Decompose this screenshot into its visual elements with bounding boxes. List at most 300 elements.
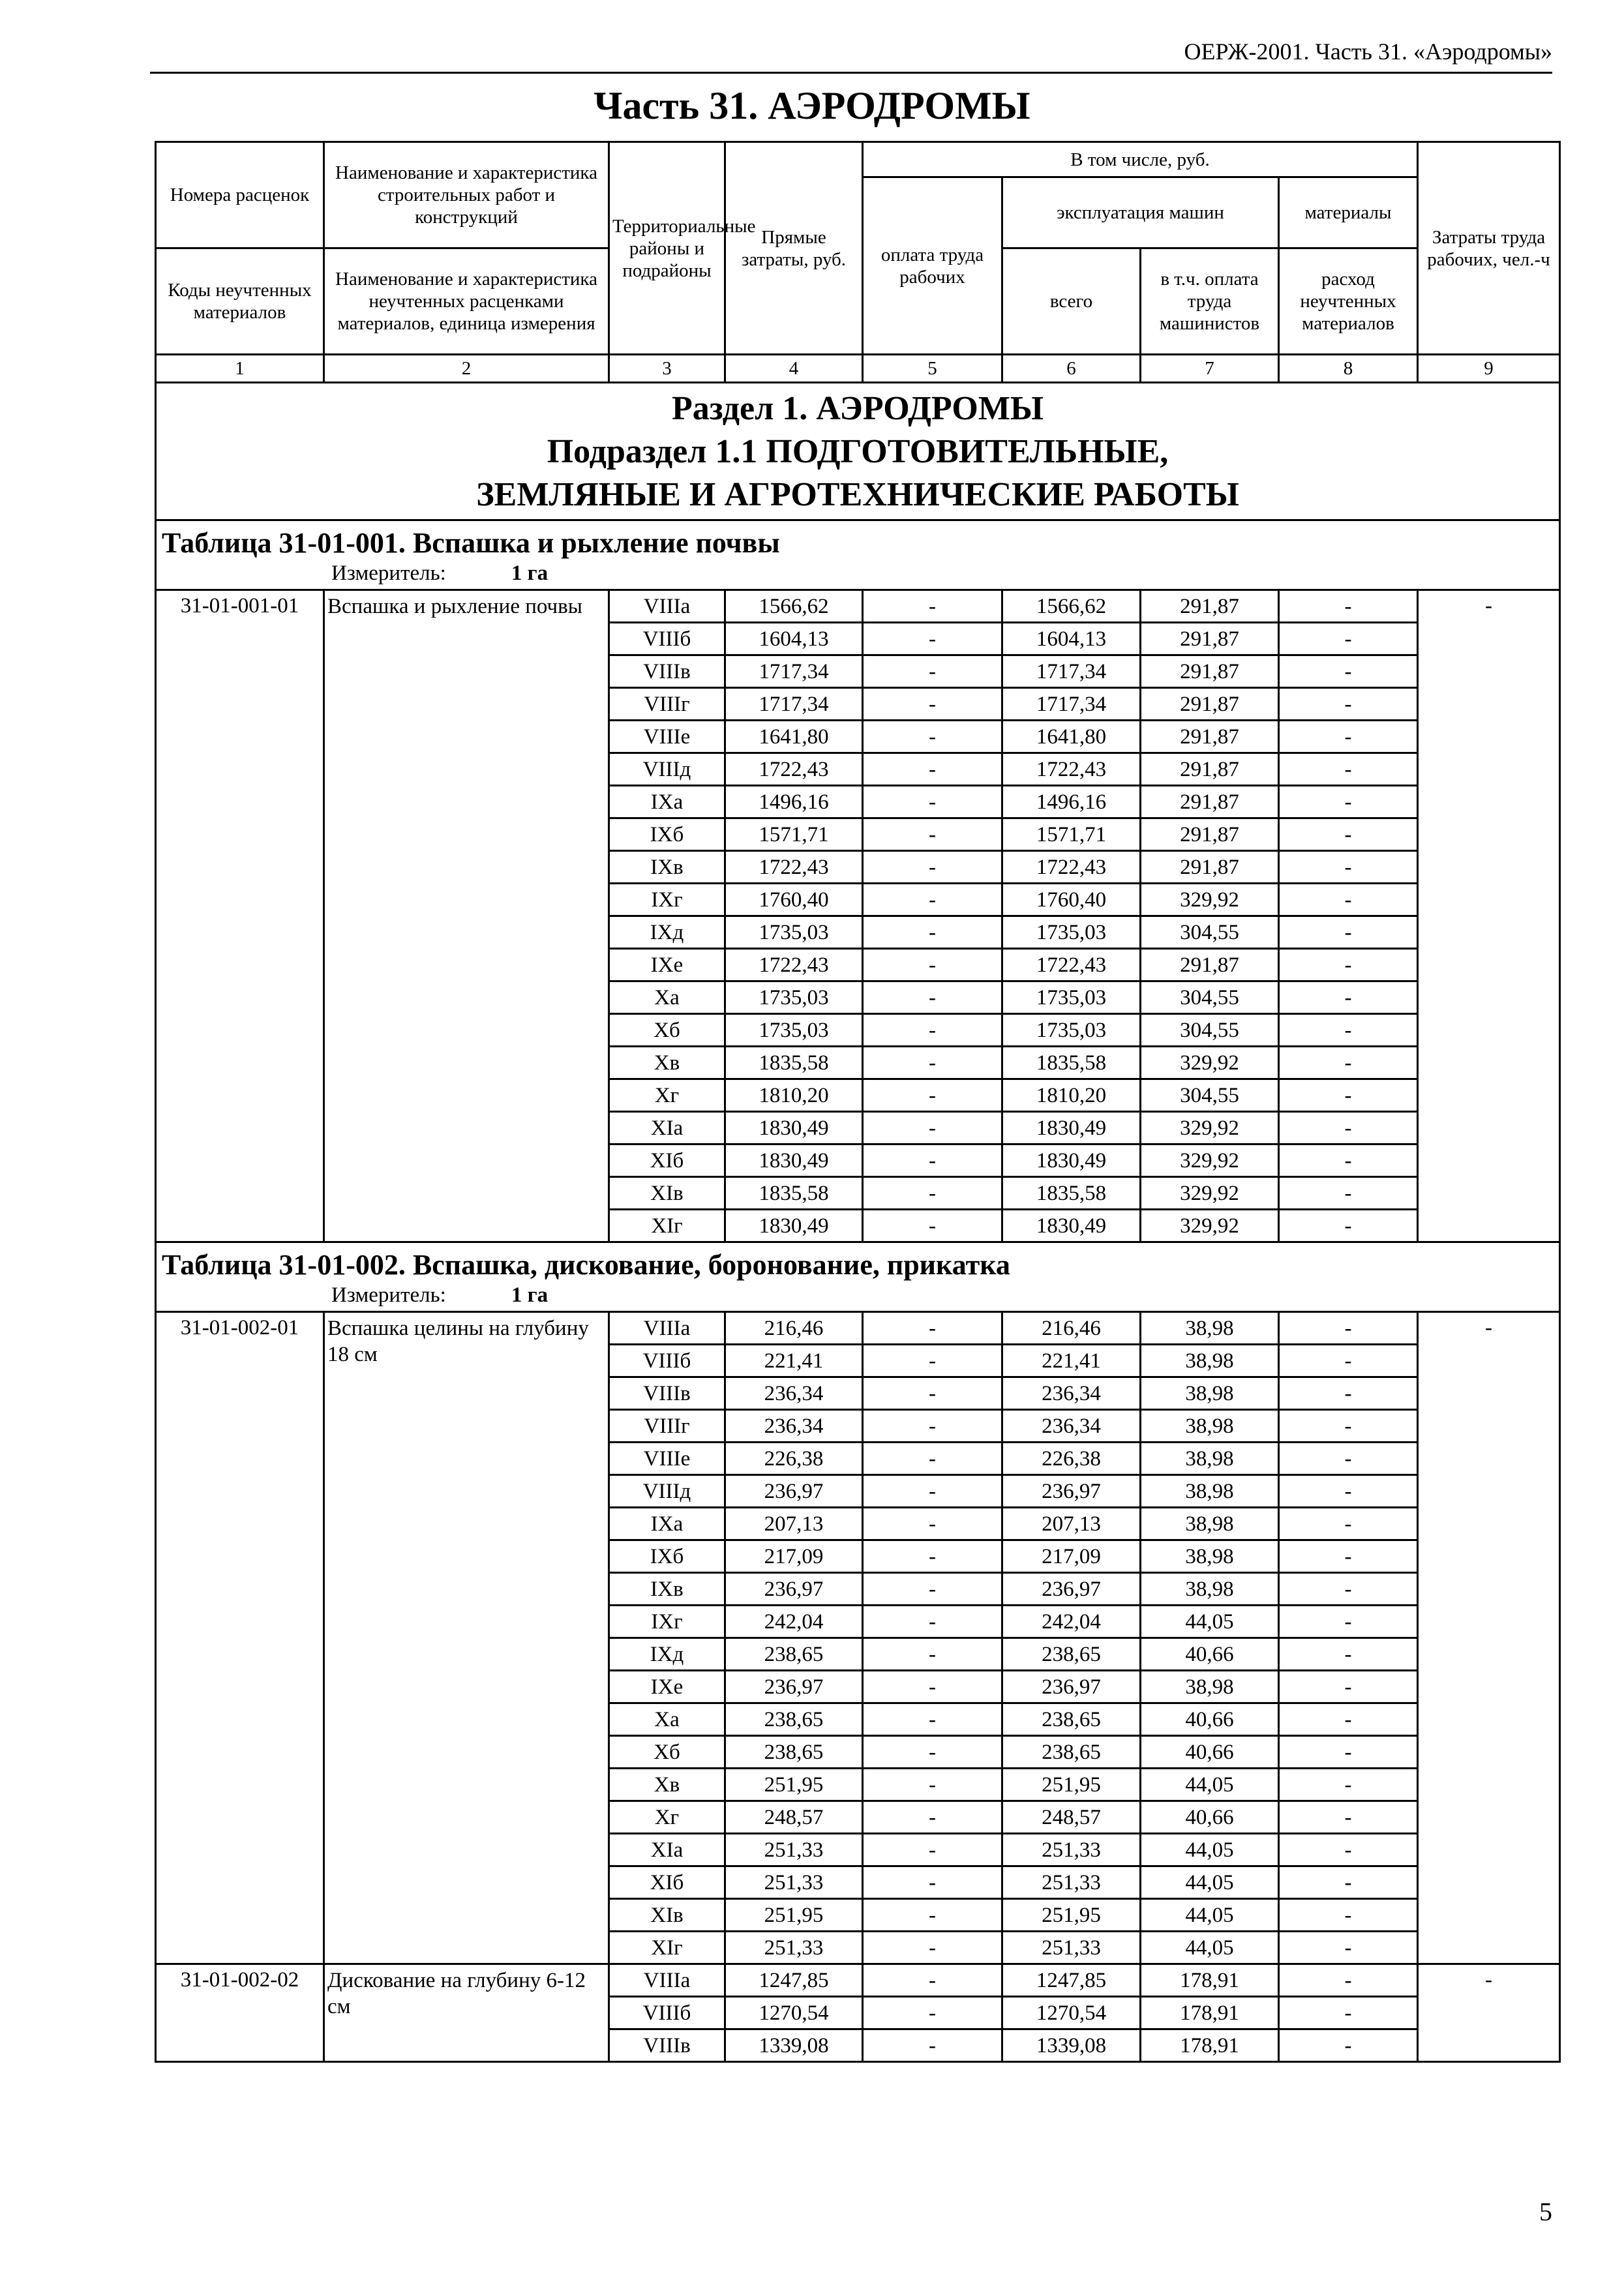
direct-cost-cell: 1835,58 xyxy=(725,1047,863,1079)
material-cell: - xyxy=(1279,1144,1418,1177)
direct-cost-cell: 1496,16 xyxy=(725,786,863,818)
material-cell: - xyxy=(1279,1079,1418,1112)
column-number: 3 xyxy=(609,355,725,383)
operator-pay-cell: 38,98 xyxy=(1141,1573,1279,1606)
direct-cost-cell: 1566,62 xyxy=(725,590,863,623)
table-unit xyxy=(162,1282,1554,1308)
operator-pay-cell: 44,05 xyxy=(1141,1834,1279,1866)
operator-pay-cell: 291,87 xyxy=(1141,590,1279,623)
operator-pay-cell: 291,87 xyxy=(1141,949,1279,981)
direct-cost-cell: 1722,43 xyxy=(725,851,863,884)
territory-cell: XIб xyxy=(609,1866,725,1899)
worker-pay-cell: - xyxy=(863,916,1002,949)
machines-total-cell: 1247,85 xyxy=(1002,1964,1141,1997)
header-machines-total: всего xyxy=(1002,248,1141,355)
material-cell: - xyxy=(1279,1508,1418,1540)
material-cell: - xyxy=(1279,655,1418,688)
worker-pay-cell: - xyxy=(863,1475,1002,1508)
header-territory: Территориальные районы и подрайоны xyxy=(609,142,725,355)
worker-pay-cell: - xyxy=(863,1112,1002,1144)
direct-cost-cell: 226,38 xyxy=(725,1443,863,1475)
territory-cell: VIIIд xyxy=(609,1475,725,1508)
direct-cost-cell: 236,34 xyxy=(725,1410,863,1443)
material-cell: - xyxy=(1279,1769,1418,1801)
worker-pay-cell: - xyxy=(863,1997,1002,2029)
material-cell: - xyxy=(1279,1736,1418,1769)
unit-label: Измеритель: xyxy=(331,1283,446,1307)
territory-cell: VIIIе xyxy=(609,1443,725,1475)
machines-total-cell: 1830,49 xyxy=(1002,1210,1141,1242)
operator-pay-cell: 329,92 xyxy=(1141,1177,1279,1210)
labor-cost: - xyxy=(1418,1964,1560,2062)
direct-cost-cell: 217,09 xyxy=(725,1540,863,1573)
machines-total-cell: 236,97 xyxy=(1002,1475,1141,1508)
worker-pay-cell: - xyxy=(863,1177,1002,1210)
territory-cell: XIа xyxy=(609,1834,725,1866)
running-header: ОЕРЖ-2001. Часть 31. «Аэродромы» xyxy=(150,38,1552,74)
machines-total-cell: 1722,43 xyxy=(1002,851,1141,884)
material-cell: - xyxy=(1279,786,1418,818)
direct-cost-cell: 251,95 xyxy=(725,1899,863,1932)
machines-total-cell: 1717,34 xyxy=(1002,688,1141,721)
territory-cell: VIIIа xyxy=(609,1964,725,1997)
worker-pay-cell: - xyxy=(863,1834,1002,1866)
material-cell: - xyxy=(1279,1834,1418,1866)
machines-total-cell: 242,04 xyxy=(1002,1606,1141,1638)
operator-pay-cell: 44,05 xyxy=(1141,1899,1279,1932)
operator-pay-cell: 44,05 xyxy=(1141,1769,1279,1801)
table-caption xyxy=(156,1242,1560,1312)
territory-cell: IXа xyxy=(609,1508,725,1540)
column-number: 8 xyxy=(1279,355,1418,383)
territory-cell: VIIIа xyxy=(609,590,725,623)
column-number: 9 xyxy=(1418,355,1560,383)
machines-total-cell: 248,57 xyxy=(1002,1801,1141,1834)
operator-pay-cell: 291,87 xyxy=(1141,655,1279,688)
operator-pay-cell: 291,87 xyxy=(1141,851,1279,884)
territory-cell: IXа xyxy=(609,786,725,818)
operator-pay-cell: 38,98 xyxy=(1141,1475,1279,1508)
territory-cell: IXг xyxy=(609,1606,725,1638)
machines-total-cell: 238,65 xyxy=(1002,1638,1141,1671)
column-number: 6 xyxy=(1002,355,1141,383)
worker-pay-cell: - xyxy=(863,1736,1002,1769)
operator-pay-cell: 38,98 xyxy=(1141,1345,1279,1377)
operator-pay-cell: 44,05 xyxy=(1141,1932,1279,1964)
direct-cost-cell: 248,57 xyxy=(725,1801,863,1834)
operator-pay-cell: 44,05 xyxy=(1141,1866,1279,1899)
territory-cell: XIг xyxy=(609,1210,725,1242)
worker-pay-cell: - xyxy=(863,1540,1002,1573)
territory-cell: IXг xyxy=(609,884,725,916)
header-material-names: Наименование и характеристика неучтенных расценками материалов, единица измерения xyxy=(324,248,609,355)
direct-cost-cell: 1641,80 xyxy=(725,721,863,753)
direct-cost-cell: 1735,03 xyxy=(725,981,863,1014)
territory-cell: VIIIв xyxy=(609,2029,725,2062)
header-worker-pay: оплата труда рабочих xyxy=(863,177,1002,355)
column-number: 2 xyxy=(324,355,609,383)
machines-total-cell: 1571,71 xyxy=(1002,818,1141,851)
table-row xyxy=(156,590,1560,623)
territory-cell: IXб xyxy=(609,1540,725,1573)
material-cell: - xyxy=(1279,981,1418,1014)
header-materials: материалы xyxy=(1279,177,1418,248)
territory-cell: IXд xyxy=(609,1638,725,1671)
direct-cost-cell: 236,97 xyxy=(725,1671,863,1703)
operator-pay-cell: 178,91 xyxy=(1141,1997,1279,2029)
direct-cost-cell: 251,33 xyxy=(725,1834,863,1866)
material-cell: - xyxy=(1279,1703,1418,1736)
direct-cost-cell: 236,97 xyxy=(725,1475,863,1508)
section-line-1: Раздел 1. АЭРОДРОМЫ xyxy=(672,390,1044,427)
machines-total-cell: 1270,54 xyxy=(1002,1997,1141,2029)
territory-cell: XIв xyxy=(609,1899,725,1932)
territory-cell: VIIIг xyxy=(609,1410,725,1443)
material-cell: - xyxy=(1279,1377,1418,1410)
operator-pay-cell: 304,55 xyxy=(1141,1079,1279,1112)
header-material-codes: Коды неучтенных материалов xyxy=(156,248,324,355)
operator-pay-cell: 329,92 xyxy=(1141,1047,1279,1079)
territory-cell: Xб xyxy=(609,1736,725,1769)
header-rate-number: Номера расценок xyxy=(156,142,324,248)
operator-pay-cell: 40,66 xyxy=(1141,1703,1279,1736)
worker-pay-cell: - xyxy=(863,786,1002,818)
worker-pay-cell: - xyxy=(863,884,1002,916)
machines-total-cell: 226,38 xyxy=(1002,1443,1141,1475)
operator-pay-cell: 291,87 xyxy=(1141,818,1279,851)
territory-cell: XIв xyxy=(609,1177,725,1210)
unit-value: 1 га xyxy=(511,1283,549,1307)
direct-cost-cell: 251,33 xyxy=(725,1932,863,1964)
material-cell: - xyxy=(1279,1443,1418,1475)
material-cell: - xyxy=(1279,590,1418,623)
territory-cell: Xа xyxy=(609,1703,725,1736)
material-cell: - xyxy=(1279,1345,1418,1377)
direct-cost-cell: 1571,71 xyxy=(725,818,863,851)
machines-total-cell: 207,13 xyxy=(1002,1508,1141,1540)
worker-pay-cell: - xyxy=(863,1210,1002,1242)
worker-pay-cell: - xyxy=(863,1866,1002,1899)
operator-pay-cell: 38,98 xyxy=(1141,1410,1279,1443)
header-work-name: Наименование и характеристика строительных работ и конструкций xyxy=(324,142,609,248)
header-machine-operation: эксплуатация машин xyxy=(1002,177,1279,248)
material-cell: - xyxy=(1279,916,1418,949)
material-cell: - xyxy=(1279,1606,1418,1638)
machines-total-cell: 238,65 xyxy=(1002,1703,1141,1736)
material-cell: - xyxy=(1279,2029,1418,2062)
page-number: 5 xyxy=(1539,2197,1552,2226)
operator-pay-cell: 38,98 xyxy=(1141,1377,1279,1410)
worker-pay-cell: - xyxy=(863,1377,1002,1410)
unit-value: 1 га xyxy=(511,561,549,585)
worker-pay-cell: - xyxy=(863,688,1002,721)
direct-cost-cell: 238,65 xyxy=(725,1703,863,1736)
machines-total-cell: 1830,49 xyxy=(1002,1112,1141,1144)
material-cell: - xyxy=(1279,1801,1418,1834)
territory-cell: IXд xyxy=(609,916,725,949)
material-cell: - xyxy=(1279,623,1418,655)
material-cell: - xyxy=(1279,1177,1418,1210)
material-cell: - xyxy=(1279,1932,1418,1964)
worker-pay-cell: - xyxy=(863,1047,1002,1079)
worker-pay-cell: - xyxy=(863,655,1002,688)
machines-total-cell: 1604,13 xyxy=(1002,623,1141,655)
direct-cost-cell: 251,33 xyxy=(725,1866,863,1899)
direct-cost-cell: 242,04 xyxy=(725,1606,863,1638)
header-direct-costs: Прямые затраты, руб. xyxy=(725,142,863,355)
territory-cell: Xг xyxy=(609,1801,725,1834)
operator-pay-cell: 38,98 xyxy=(1141,1508,1279,1540)
direct-cost-cell: 1830,49 xyxy=(725,1112,863,1144)
material-cell: - xyxy=(1279,1312,1418,1345)
machines-total-cell: 251,33 xyxy=(1002,1866,1141,1899)
material-cell: - xyxy=(1279,1540,1418,1573)
direct-cost-cell: 1717,34 xyxy=(725,688,863,721)
operator-pay-cell: 291,87 xyxy=(1141,786,1279,818)
material-cell: - xyxy=(1279,1112,1418,1144)
worker-pay-cell: - xyxy=(863,753,1002,786)
machines-total-cell: 1735,03 xyxy=(1002,916,1141,949)
table-unit xyxy=(162,560,1554,586)
material-cell: - xyxy=(1279,1573,1418,1606)
material-cell: - xyxy=(1279,1997,1418,2029)
operator-pay-cell: 291,87 xyxy=(1141,753,1279,786)
operator-pay-cell: 38,98 xyxy=(1141,1540,1279,1573)
material-cell: - xyxy=(1279,949,1418,981)
section-line-2: Подраздел 1.1 ПОДГОТОВИТЕЛЬНЫЕ, ЗЕМЛЯНЫЕ И АГРОТЕХНИЧЕСКИЕ РАБОТЫ xyxy=(476,433,1239,513)
machines-total-cell: 1496,16 xyxy=(1002,786,1141,818)
operator-pay-cell: 304,55 xyxy=(1141,916,1279,949)
operator-pay-cell: 291,87 xyxy=(1141,623,1279,655)
operator-pay-cell: 291,87 xyxy=(1141,688,1279,721)
worker-pay-cell: - xyxy=(863,981,1002,1014)
machines-total-cell: 1830,49 xyxy=(1002,1144,1141,1177)
machines-total-cell: 1735,03 xyxy=(1002,1014,1141,1047)
worker-pay-cell: - xyxy=(863,1703,1002,1736)
material-cell: - xyxy=(1279,884,1418,916)
operator-pay-cell: 329,92 xyxy=(1141,1144,1279,1177)
column-number: 5 xyxy=(863,355,1002,383)
machines-total-cell: 1722,43 xyxy=(1002,949,1141,981)
material-cell: - xyxy=(1279,1014,1418,1047)
work-name: Вспашка целины на глубину 18 см xyxy=(324,1312,609,1964)
worker-pay-cell: - xyxy=(863,1932,1002,1964)
machines-total-cell: 236,97 xyxy=(1002,1573,1141,1606)
worker-pay-cell: - xyxy=(863,1769,1002,1801)
worker-pay-cell: - xyxy=(863,1508,1002,1540)
territory-cell: Xв xyxy=(609,1047,725,1079)
operator-pay-cell: 291,87 xyxy=(1141,721,1279,753)
labor-cost: - xyxy=(1418,1312,1560,1964)
operator-pay-cell: 329,92 xyxy=(1141,884,1279,916)
territory-cell: VIIIд xyxy=(609,753,725,786)
material-cell: - xyxy=(1279,1410,1418,1443)
material-cell: - xyxy=(1279,1964,1418,1997)
territory-cell: VIIIв xyxy=(609,1377,725,1410)
direct-cost-cell: 1270,54 xyxy=(725,1997,863,2029)
material-cell: - xyxy=(1279,1638,1418,1671)
material-cell: - xyxy=(1279,688,1418,721)
operator-pay-cell: 40,66 xyxy=(1141,1638,1279,1671)
territory-cell: IXе xyxy=(609,1671,725,1703)
machines-total-cell: 236,34 xyxy=(1002,1410,1141,1443)
worker-pay-cell: - xyxy=(863,1079,1002,1112)
machines-total-cell: 1339,08 xyxy=(1002,2029,1141,2062)
header-including: В том числе, руб. xyxy=(863,142,1418,177)
material-cell: - xyxy=(1279,851,1418,884)
machines-total-cell: 1760,40 xyxy=(1002,884,1141,916)
material-cell: - xyxy=(1279,1047,1418,1079)
column-numbers-row xyxy=(156,355,1560,383)
worker-pay-cell: - xyxy=(863,1671,1002,1703)
operator-pay-cell: 178,91 xyxy=(1141,1964,1279,1997)
direct-cost-cell: 251,95 xyxy=(725,1769,863,1801)
header-material-consumption: расход неучтенных материалов xyxy=(1279,248,1418,355)
operator-pay-cell: 38,98 xyxy=(1141,1443,1279,1475)
worker-pay-cell: - xyxy=(863,1573,1002,1606)
machines-total-cell: 251,33 xyxy=(1002,1834,1141,1866)
work-name: Дискование на глубину 6-12 см xyxy=(324,1964,609,2062)
direct-cost-cell: 221,41 xyxy=(725,1345,863,1377)
worker-pay-cell: - xyxy=(863,818,1002,851)
column-number: 7 xyxy=(1141,355,1279,383)
direct-cost-cell: 1735,03 xyxy=(725,1014,863,1047)
table-title: Таблица 31-01-002. Вспашка, дискование, боронование, прикатка xyxy=(162,1249,1010,1281)
territory-cell: XIа xyxy=(609,1112,725,1144)
worker-pay-cell: - xyxy=(863,1144,1002,1177)
part-title: Часть 31. АЭРОДРОМЫ xyxy=(594,84,1030,127)
machines-total-cell: 236,34 xyxy=(1002,1377,1141,1410)
worker-pay-cell: - xyxy=(863,590,1002,623)
direct-cost-cell: 207,13 xyxy=(725,1508,863,1540)
operator-pay-cell: 44,05 xyxy=(1141,1606,1279,1638)
worker-pay-cell: - xyxy=(863,1312,1002,1345)
worker-pay-cell: - xyxy=(863,1606,1002,1638)
worker-pay-cell: - xyxy=(863,1964,1002,1997)
machines-total-cell: 1835,58 xyxy=(1002,1047,1141,1079)
direct-cost-cell: 1722,43 xyxy=(725,753,863,786)
operator-pay-cell: 40,66 xyxy=(1141,1801,1279,1834)
material-cell: - xyxy=(1279,1899,1418,1932)
territory-cell: VIIIб xyxy=(609,1997,725,2029)
operator-pay-cell: 329,92 xyxy=(1141,1112,1279,1144)
machines-total-cell: 251,33 xyxy=(1002,1932,1141,1964)
header-labor-costs: Затраты труда рабочих, чел.-ч xyxy=(1418,142,1560,355)
material-cell: - xyxy=(1279,1475,1418,1508)
worker-pay-cell: - xyxy=(863,1801,1002,1834)
operator-pay-cell: 304,55 xyxy=(1141,1014,1279,1047)
table-row xyxy=(156,1312,1560,1345)
worker-pay-cell: - xyxy=(863,2029,1002,2062)
rates-table xyxy=(155,141,1561,2063)
worker-pay-cell: - xyxy=(863,1899,1002,1932)
material-cell: - xyxy=(1279,818,1418,851)
worker-pay-cell: - xyxy=(863,721,1002,753)
machines-total-cell: 217,09 xyxy=(1002,1540,1141,1573)
direct-cost-cell: 1830,49 xyxy=(725,1210,863,1242)
direct-cost-cell: 1810,20 xyxy=(725,1079,863,1112)
machines-total-cell: 216,46 xyxy=(1002,1312,1141,1345)
territory-cell: Xг xyxy=(609,1079,725,1112)
direct-cost-cell: 1722,43 xyxy=(725,949,863,981)
operator-pay-cell: 329,92 xyxy=(1141,1210,1279,1242)
direct-cost-cell: 1760,40 xyxy=(725,884,863,916)
worker-pay-cell: - xyxy=(863,623,1002,655)
territory-cell: IXб xyxy=(609,818,725,851)
machines-total-cell: 1722,43 xyxy=(1002,753,1141,786)
direct-cost-cell: 1835,58 xyxy=(725,1177,863,1210)
machines-total-cell: 251,95 xyxy=(1002,1769,1141,1801)
direct-cost-cell: 216,46 xyxy=(725,1312,863,1345)
operator-pay-cell: 38,98 xyxy=(1141,1671,1279,1703)
territory-cell: IXв xyxy=(609,851,725,884)
territory-cell: VIIIб xyxy=(609,623,725,655)
territory-cell: Xв xyxy=(609,1769,725,1801)
worker-pay-cell: - xyxy=(863,949,1002,981)
operator-pay-cell: 304,55 xyxy=(1141,981,1279,1014)
territory-cell: VIIIе xyxy=(609,721,725,753)
material-cell: - xyxy=(1279,1671,1418,1703)
rate-code: 31-01-001-01 xyxy=(156,590,324,1242)
direct-cost-cell: 1604,13 xyxy=(725,623,863,655)
rate-code: 31-01-002-02 xyxy=(156,1964,324,2062)
machines-total-cell: 1835,58 xyxy=(1002,1177,1141,1210)
work-name: Вспашка и рыхление почвы xyxy=(324,590,609,1242)
labor-cost: - xyxy=(1418,590,1560,1242)
material-cell: - xyxy=(1279,721,1418,753)
operator-pay-cell: 40,66 xyxy=(1141,1736,1279,1769)
operator-pay-cell: 178,91 xyxy=(1141,2029,1279,2062)
direct-cost-cell: 1830,49 xyxy=(725,1144,863,1177)
direct-cost-cell: 236,97 xyxy=(725,1573,863,1606)
territory-cell: Xб xyxy=(609,1014,725,1047)
territory-cell: VIIIв xyxy=(609,655,725,688)
section-title xyxy=(156,383,1560,520)
machines-total-cell: 1566,62 xyxy=(1002,590,1141,623)
territory-cell: IXв xyxy=(609,1573,725,1606)
worker-pay-cell: - xyxy=(863,851,1002,884)
worker-pay-cell: - xyxy=(863,1014,1002,1047)
territory-cell: VIIIг xyxy=(609,688,725,721)
machines-total-cell: 1735,03 xyxy=(1002,981,1141,1014)
material-cell: - xyxy=(1279,753,1418,786)
machines-total-cell: 238,65 xyxy=(1002,1736,1141,1769)
unit-label: Измеритель: xyxy=(331,561,446,585)
machines-total-cell: 1717,34 xyxy=(1002,655,1141,688)
header-operator-pay: в т.ч. оплата труда машинистов xyxy=(1141,248,1279,355)
worker-pay-cell: - xyxy=(863,1410,1002,1443)
rate-code: 31-01-002-01 xyxy=(156,1312,324,1964)
machines-total-cell: 1641,80 xyxy=(1002,721,1141,753)
direct-cost-cell: 236,34 xyxy=(725,1377,863,1410)
territory-cell: VIIIа xyxy=(609,1312,725,1345)
territory-cell: XIг xyxy=(609,1932,725,1964)
column-number: 1 xyxy=(156,355,324,383)
direct-cost-cell: 238,65 xyxy=(725,1638,863,1671)
direct-cost-cell: 1247,85 xyxy=(725,1964,863,1997)
machines-total-cell: 1810,20 xyxy=(1002,1079,1141,1112)
territory-cell: Xа xyxy=(609,981,725,1014)
column-number: 4 xyxy=(725,355,863,383)
direct-cost-cell: 1339,08 xyxy=(725,2029,863,2062)
direct-cost-cell: 1735,03 xyxy=(725,916,863,949)
worker-pay-cell: - xyxy=(863,1443,1002,1475)
table-row xyxy=(156,1964,1560,1997)
worker-pay-cell: - xyxy=(863,1638,1002,1671)
territory-cell: XIб xyxy=(609,1144,725,1177)
machines-total-cell: 251,95 xyxy=(1002,1899,1141,1932)
territory-cell: VIIIб xyxy=(609,1345,725,1377)
